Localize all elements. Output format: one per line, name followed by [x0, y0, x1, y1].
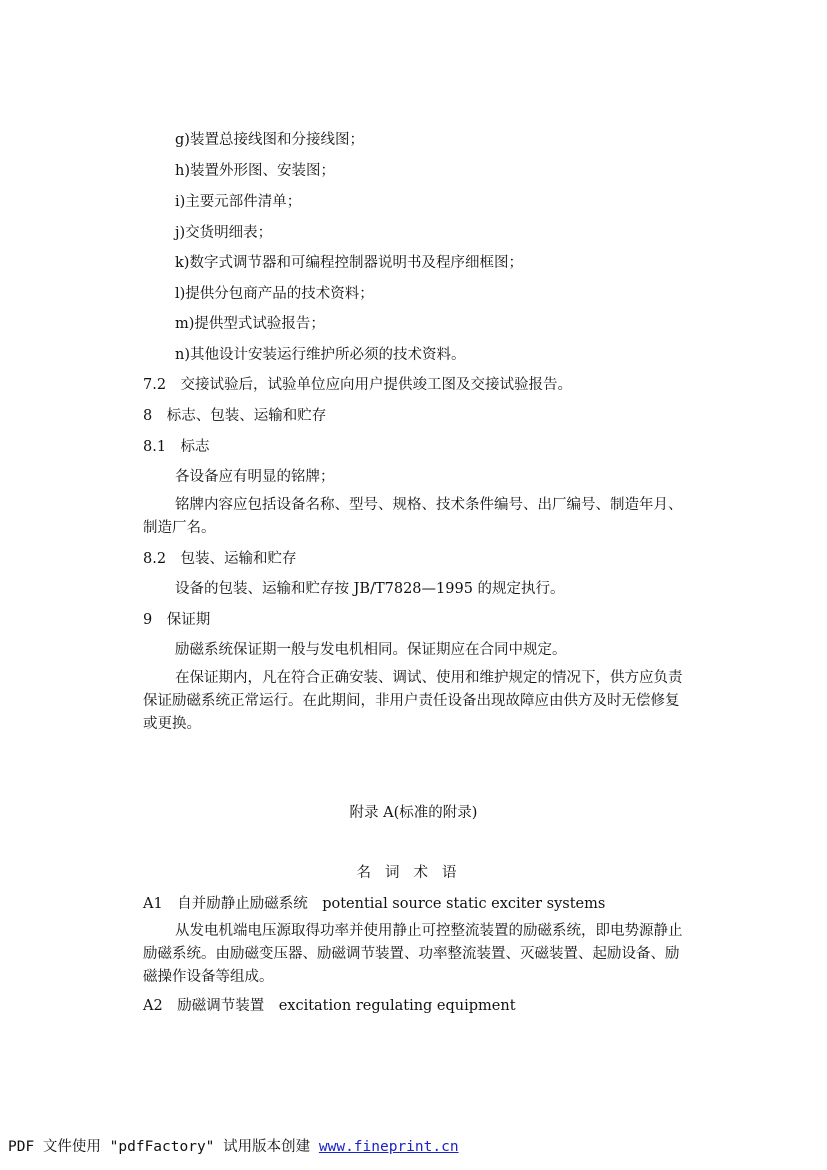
list-item-k: k)数字式调节器和可编程控制器说明书及程序细框图；	[175, 255, 523, 271]
footer-text: PDF 文件使用 "pdfFactory" 试用版本创建	[8, 1139, 319, 1155]
appendix-title: 附录 A(标准的附录)	[349, 805, 478, 821]
list-item-g: g)装置总接线图和分接线图；	[175, 132, 364, 148]
appendix-a1-body: 从发电机端电压源取得功率并使用静止可控整流装置的励磁系统，即电势源静止励磁系统。由励磁变压器、励磁调节装置、功率整流装置、灭磁装置、起励设备、励磁操作设备等组成。	[143, 923, 683, 985]
list-item-i: i)主要元部件清单；	[175, 194, 302, 210]
pdf-footer	[8, 1138, 459, 1156]
section-9-heading: 9 保证期	[143, 612, 211, 628]
section-8-1-heading: 8.1 标志	[143, 439, 210, 455]
section-7-2: 7.2 交接试验后，试验单位应向用户提供竣工图及交接试验报告。	[143, 377, 573, 393]
list-item-l: l)提供分包商产品的技术资料；	[175, 286, 374, 302]
section-9-p2: 在保证期内，凡在符合正确安装、调试、使用和维护规定的情况下，供方应负责保证励磁系统正常运行。在此期间，非用户责任设备出现故障应由供方及时无偿修复或更换。	[143, 670, 683, 732]
appendix-a2-heading: A2 励磁调节装置 excitation regulating equipment	[143, 998, 516, 1014]
section-8-heading: 8 标志、包装、运输和贮存	[143, 408, 327, 424]
list-item-h: h)装置外形图、安装图；	[175, 163, 335, 179]
section-8-1-p2: 铭牌内容应包括设备名称、型号、规格、技术条件编号、出厂编号、制造年月、制造厂名。	[143, 497, 683, 536]
list-item-m: m)提供型式试验报告；	[175, 316, 325, 332]
footer-link[interactable]: www.fineprint.cn	[318, 1139, 459, 1155]
appendix-a1-heading: A1 自并励静止励磁系统 potential source static exciter systems	[143, 896, 606, 912]
section-8-2-p1: 设备的包装、运输和贮存按 JB/T7828—1995 的规定执行。	[175, 581, 565, 597]
list-item-j: j)交货明细表；	[175, 225, 273, 241]
section-9-p1: 励磁系统保证期一般与发电机相同。保证期应在合同中规定。	[175, 642, 567, 658]
section-8-2-heading: 8.2 包装、运输和贮存	[143, 551, 297, 567]
appendix-subtitle: 名词术语	[356, 865, 471, 881]
section-8-1-p1: 各设备应有明显的铭牌；	[175, 469, 335, 485]
list-item-n: n)其他设计安装运行维护所必须的技术资料。	[175, 347, 466, 363]
